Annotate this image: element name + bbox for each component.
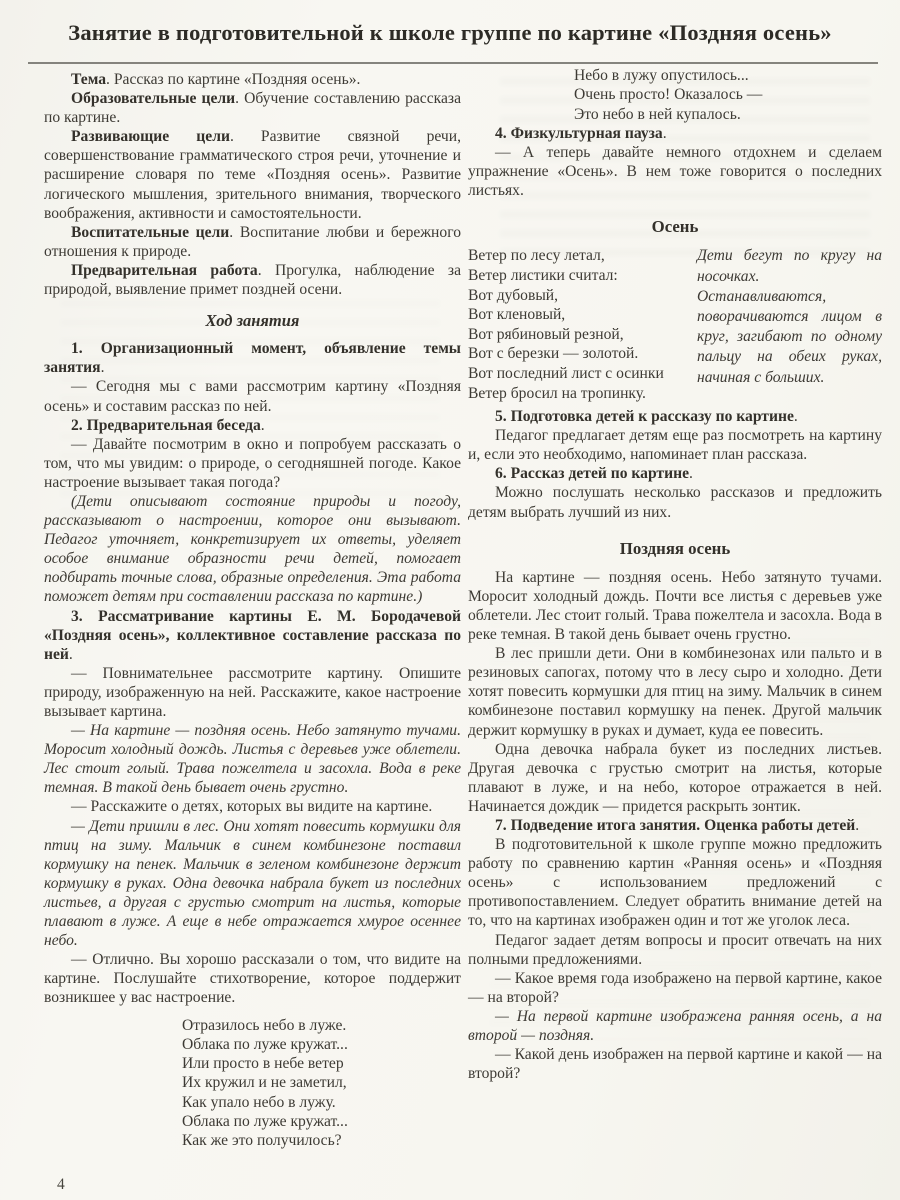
poem-line: Их кружил и не заметил, (182, 1074, 347, 1092)
text-run: Педагог задает детям вопросы и просит отвечать на них полными предложениями. (468, 931, 882, 968)
poem-line: Отразилось небо в луже. (182, 1016, 347, 1034)
text-run: 6. Рассказ детей по картине (495, 465, 689, 483)
exercise-two-column-block (468, 246, 882, 403)
text-run: . (662, 124, 667, 142)
paragraph (44, 797, 461, 816)
paragraph (468, 124, 882, 143)
text-run: — Дети пришли в лес. Они хотят повесить кормушки для птиц на зиму. Мальчик в синем комбинезоне поставил кормушку на пенек. Мальчик в зеленом комбинезоне держит кормушку в руках. Одна девочка набрала букет из последних листьев, а другая с грустью смотрит на листья, которые плавают в луже. А еще в небе отражается хмурое осеннее небо. (44, 817, 461, 950)
text-run: — Отлично. Вы хорошо рассказали о том, что видите на картине. Послушайте стихотворение, которое поддержит возникшее у вас настроение. (44, 951, 461, 1007)
section-heading: Поздняя осень (619, 538, 731, 558)
poem-line: Облака по луже кружат... (182, 1112, 348, 1130)
paragraph (44, 607, 461, 664)
poem-line: Очень просто! Оказалось — (574, 86, 763, 104)
text-run: . Рассказ по картине «Поздняя осень». (106, 71, 361, 88)
text-run: . (689, 465, 693, 483)
poem-line: Облака по луже кружат... (182, 1035, 348, 1053)
paragraph (468, 143, 882, 200)
text-run: Тема (71, 71, 107, 88)
text-run: 5. Подготовка детей к рассказу по картине (495, 408, 794, 426)
paragraph (468, 483, 882, 521)
section-heading: Ход занятия (205, 311, 300, 331)
paragraph (44, 127, 461, 222)
text-run: — Какой день изображен на первой картине и какой — на второй? (468, 1046, 882, 1083)
exercise-verse-line: Вот дубовый, (468, 286, 559, 304)
text-run: Образовательные цели (71, 90, 236, 108)
paragraph (44, 89, 461, 127)
text-run: 2. Предварительная беседа (71, 416, 261, 434)
paragraph (44, 817, 461, 951)
paragraph (468, 931, 882, 969)
exercise-verse-line: Вот последний лист с осинки (468, 364, 664, 382)
poem-line: Это небо в ней купалось. (574, 105, 741, 123)
paragraph (44, 261, 461, 299)
text-run: . (793, 408, 798, 426)
text-run: . (260, 416, 265, 434)
paragraph (44, 339, 461, 377)
right-text-column (468, 66, 882, 1083)
text-run: . Обучение составлению рассказа по картине. (44, 90, 461, 127)
exercise-verse-line: Ветер листики считал: (468, 266, 618, 284)
paragraph (44, 70, 461, 89)
exercise-instructions-column (697, 246, 882, 403)
paragraph (44, 950, 461, 1007)
left-text-column (44, 70, 461, 1151)
text-run: . Воспитание любви и бережного отношения к природе. (44, 223, 462, 260)
paragraph (468, 816, 882, 835)
text-run: — Сегодня мы с вами рассмотрим картину «Поздняя осень» и составим рассказ по ней. (44, 378, 461, 415)
paragraph (468, 1007, 882, 1045)
paragraph (468, 426, 882, 464)
poem-block (182, 1016, 461, 1151)
paragraph (468, 740, 882, 816)
text-run: 3. Рассматривание картины Е. М. Бородачевой «Поздняя осень», коллективное составление рассказа по ней (44, 607, 461, 663)
exercise-verse-line: Вот рябиновый резной, (468, 325, 624, 343)
text-run: Предварительная работа (71, 261, 258, 279)
poem-block (574, 66, 882, 124)
paragraph (44, 664, 461, 721)
text-run: 4. Физкультурная пауза (495, 124, 663, 142)
text-run: 1. Организационный момент, объявление темы занятия (44, 340, 461, 377)
exercise-verse-line: Вот кленовый, (468, 306, 566, 324)
text-run: Можно послушать несколько рассказов и предложить детям выбрать лучший из них. (468, 484, 882, 521)
paragraph (44, 492, 461, 607)
section-heading: Осень (651, 217, 699, 237)
text-run: В лес пришли дети. Они в комбинезонах или пальто и в резиновых сапогах, потому что в лесу сыро и холодно. Дети хотят повесить кормушки для птиц на зиму. Мальчик в синем комбинезоне поставил кормушку на пенек. Другой мальчик держит кормушку в руках и думает, куда ее повесить. (468, 645, 882, 739)
page-title: Занятие в подготовительной к школе группе по картине «Поздняя осень» (68, 20, 832, 45)
paragraph (468, 568, 882, 644)
paragraph (468, 969, 882, 1007)
exercise-verse-line: Ветер бросил на тропинку. (468, 384, 646, 402)
paragraph (468, 1045, 882, 1083)
paragraph (44, 435, 461, 492)
poem-line: Как же это получилось? (182, 1132, 342, 1150)
text-run: 7. Подведение итога занятия. Оценка работы детей (495, 816, 856, 834)
paragraph (44, 416, 461, 435)
text-run: — На картине — поздняя осень. Небо затянуто тучами. Моросит холодный дождь. Листья с деревьев уже облетели. Лес стоит голый. Трава пожелтела и засохла. Вода в реке темная. В такой день бывает очень грустно. (44, 722, 461, 797)
text-run: — А теперь давайте немного отдохнем и сделаем упражнение «Осень». В нем тоже говорится о последних листьях. (468, 143, 882, 200)
page-number: 4 (57, 1176, 65, 1193)
text-run: — Давайте посмотрим в окно и попробуем рассказать о том, что мы увидим: о природе, о сегодняшней погоде. Какое настроение вызывает такая погода? (44, 435, 461, 491)
title-divider-rule (28, 62, 878, 64)
exercise-instruction: Дети бегут по кругу на носочках. (697, 247, 882, 285)
paragraph (468, 464, 882, 483)
text-run: . (100, 359, 105, 377)
exercise-verse-column (468, 246, 683, 403)
text-run: На картине — поздняя осень. Небо затянуто тучами. Моросит холодный дождь. Почти все листья с деревьев уже облетели. Лес стоит голый. Трава пожелтела и засохла. Вода в реке темная. В такой день бывает очень грустно. (468, 568, 882, 644)
poem-line: Или просто в небе ветер (182, 1055, 344, 1073)
paragraph (44, 223, 461, 261)
poem-line: Небо в лужу опустилось... (574, 67, 749, 84)
paragraph (468, 644, 882, 739)
text-run: Педагог предлагает детям еще раз посмотреть на картину и, если это необходимо, напоминает план рассказа. (468, 427, 882, 464)
text-run: — Какое время года изображено на первой картине, какое — на второй? (468, 969, 882, 1006)
paragraph (468, 407, 882, 426)
text-run: — Расскажите о детях, которых вы видите на картине. (71, 798, 433, 816)
exercise-verse-line: Вот с березки — золотой. (468, 345, 639, 363)
text-run: В подготовительной к школе группе можно предложить работу по сравнению картин «Ранняя осень» и «Поздняя осень» с использованием предложений с противопоставлением. Следует обратить внимание детей на то, что на картинах изображен один и тот же уголок леса. (468, 836, 882, 930)
text-run: — На первой картине изображена ранняя осень, а на второй — поздняя. (468, 1007, 882, 1045)
text-run: . Прогулка, наблюдение за природой, выявление примет поздней осени. (44, 261, 461, 299)
paragraph (44, 721, 461, 797)
text-run: . (855, 816, 860, 834)
text-run: Одна девочка набрала букет из последних листьев. Другая девочка с грустью смотрит на листья, которые плавают в луже, и на небо, которое отражается в ней. Начинается дождик — придется раскрыть зонтик. (468, 740, 882, 815)
poem-line: Как упало небо в лужу. (182, 1093, 336, 1111)
text-run: . Развитие связной речи, совершенствование грамматического строя речи, уточнение и расширение словаря по теме «Поздняя осень». Развитие логического мышления, зрительного внимания, творческого воображения, активности и самостоятельности. (44, 128, 461, 222)
text-run: — Повнимательнее рассмотрите картину. Опишите природу, изображенную на ней. Расскажите, какое настроение вызывает картина. (44, 664, 461, 720)
text-run: Воспитательные цели (71, 223, 230, 241)
text-run: (Дети описывают состояние природы и погоду, рассказывают о настроении, которое они вызывают. Педагог уточняет, конкретизирует их ответы, уделяет особое внимание образности речи детей, помогает подбирать точные слова, образные определения. Эта работа поможет детям при составлении рассказа по картине.) (44, 492, 461, 606)
paragraph (468, 835, 882, 930)
exercise-verse-line: Ветер по лесу летал, (468, 247, 605, 265)
exercise-instruction: Останавливаются, поворачиваются лицом в круг, загибают по одному пальцу на обеих руках, начиная с больших. (697, 287, 882, 386)
paragraph (44, 377, 461, 415)
text-run: . (68, 645, 73, 663)
text-run: Развивающие цели (71, 128, 230, 146)
